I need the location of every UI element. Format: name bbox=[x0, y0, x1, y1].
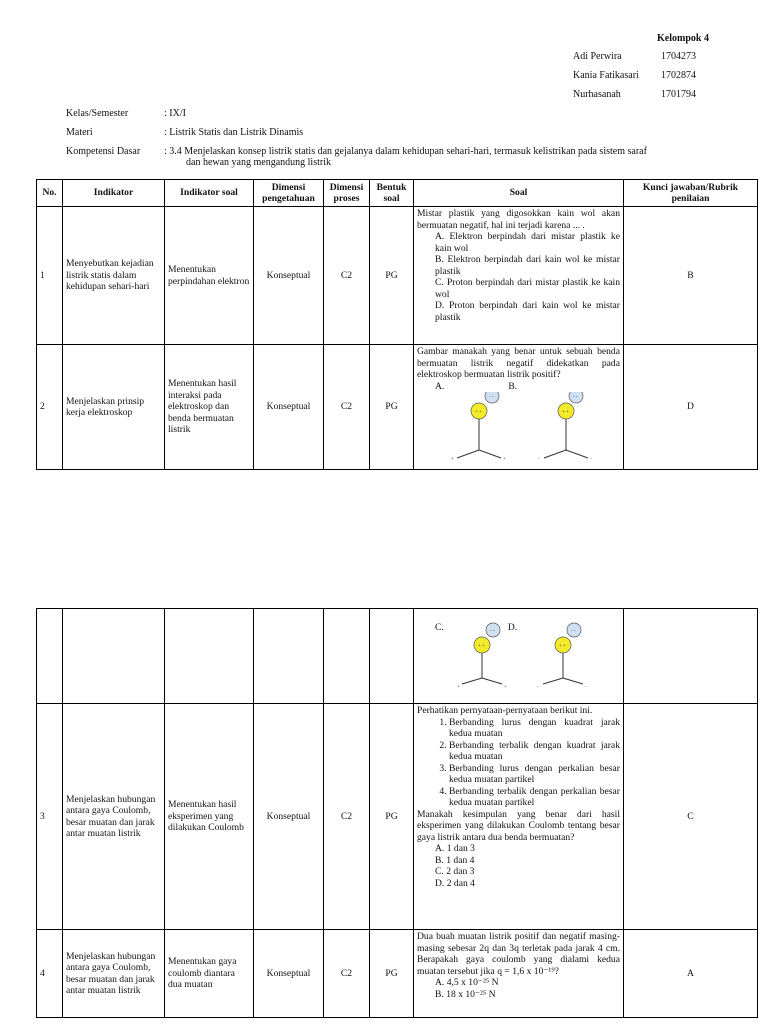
question-cell: C. D. - - + + + + - - + + - - bbox=[414, 609, 624, 704]
svg-text:- -: - - bbox=[490, 628, 495, 634]
col-header: Dimensi proses bbox=[324, 180, 370, 207]
question-cell: Mistar plastik yang digosokkan kain wol akan bermuatan negatif, hal ini terjadi karena ... . A. Elektron berpindah dari mistar plastik ke kain wol B. Elektron berpindah dari kain wol ke mistar plastik C. Proton berpindah dari mistar plastik ke kain wol D. Proton berpindah dari kain wol ke mistar plastik bbox=[414, 207, 624, 345]
electroscope-a bbox=[451, 392, 506, 462]
electroscope-d bbox=[537, 623, 587, 690]
svg-text:+: + bbox=[503, 457, 506, 462]
svg-text:+ +: + + bbox=[562, 410, 569, 415]
col-header: Indikator soal bbox=[165, 180, 254, 207]
indicator-table-page1 bbox=[36, 179, 758, 470]
svg-text:-: - bbox=[538, 457, 540, 462]
col-header: Kunci jawaban/Rubrik penilaian bbox=[624, 180, 758, 207]
meta-row: Kelas/Semester : IX/I bbox=[66, 108, 186, 119]
table-row: 4 Menjelaskan hubungan antara gaya Coulomb, besar muatan dan jarak antar muatan listrik Menentukan gaya coulomb diantara dua muatan Konseptual C2 PG Dua buah muatan listrik positif dan negatif masing-masing sebesar 2q dan 3q terletak pada jarak 4 cm. Berapakah gaya coulomb yang dialami kedua muatan tersebut jika q = 1,6 x 10⁻¹⁹? A. 4,5 x 10⁻²⁵ N B. 18 x 10⁻²⁵ N A bbox=[37, 930, 758, 1018]
svg-text:+ +: + + bbox=[475, 410, 482, 415]
table-header-row bbox=[37, 180, 758, 207]
question-cell: Gambar manakah yang benar untuk sebuah benda bermuatan listrik negatif didekatkan pada elektroskop bermuatan listrik positif? A. B. - - + + + + - - + + - - bbox=[414, 345, 624, 470]
table-row bbox=[37, 609, 758, 704]
group-info bbox=[573, 33, 763, 103]
col-header: Soal bbox=[414, 180, 624, 207]
col-header: Indikator bbox=[63, 180, 165, 207]
answer-key: D bbox=[624, 345, 758, 470]
svg-text:+: + bbox=[504, 684, 507, 690]
svg-text:+ +: + + bbox=[559, 643, 566, 649]
member-row: Nurhasanah 1701794 bbox=[573, 89, 696, 100]
document-meta bbox=[66, 108, 716, 168]
table-row: 1 Menyebutkan kejadian listrik statis dalam kehidupan sehari-hari Menentukan perpindahan elektron Konseptual C2 PG Mistar plastik yang digosokkan kain wol akan bermuatan negatif, hal ini terjadi karena ... . A. Elektron berpindah dari mistar plastik ke kain wol B. Elektron berpindah dari kain wol ke mistar plastik C. Proton berpindah dari mistar plastik ke kain wol D. Proton berpindah dari kain wol ke mistar plastik B bbox=[37, 207, 758, 345]
meta-row: Materi : Listrik Statis dan Listrik Dinamis bbox=[66, 127, 304, 138]
answer-key: A bbox=[624, 930, 758, 1018]
svg-text:- -: - - bbox=[573, 395, 578, 400]
electroscope-c bbox=[457, 623, 507, 690]
answer-key: B bbox=[624, 207, 758, 345]
col-header: Bentuk soal bbox=[370, 180, 414, 207]
electroscope-figure-cd bbox=[417, 622, 621, 690]
member-row: Adi Perwira 1704273 bbox=[573, 51, 696, 62]
col-header: No. bbox=[37, 180, 63, 207]
question-cell: Dua buah muatan listrik positif dan negatif masing-masing sebesar 2q dan 3q terletak pada jarak 4 cm. Berapakah gaya coulomb yang dialami kedua muatan tersebut jika q = 1,6 x 10⁻¹⁹? A. 4,5 x 10⁻²⁵ N B. 18 x 10⁻²⁵ N bbox=[414, 930, 624, 1018]
table-row: 3 Menjelaskan hubungan antara gaya Coulomb, besar muatan dan jarak antar muatan listrik Menentukan hasil eksperimen yang dilakukan Coulomb Konseptual C2 PG Perhatikan pernyataan-pernyataan berikut ini. 1. Berbanding lurus dengan kuadrat jarak kedua muatan 2. Berbanding terbalik dengan kuadrat jarak kedua muatan 3. Berbanding lurus dengan perkalian besar kedua muatan partikel 4. Berbanding terbalik dengan perkalian besar kedua muatan partikel Manakah kesimpulan yang benar dari hasil eksperimen yang dilakukan Coulomb tentang besar gaya listrik antara dua benda bermuatan? A. 1 dan 3 B. 1 dan 4 C. 2 dan 3 D. 2 dan 4 C bbox=[37, 704, 758, 930]
indicator-table-page2 bbox=[36, 608, 758, 1018]
svg-text:+ +: + + bbox=[478, 643, 485, 649]
svg-text:-: - bbox=[590, 457, 592, 462]
svg-text:- -: - - bbox=[571, 628, 576, 634]
electroscope-b bbox=[538, 392, 592, 462]
question-cell: Perhatikan pernyataan-pernyataan berikut ini. 1. Berbanding lurus dengan kuadrat jarak kedua muatan 2. Berbanding terbalik dengan kuadrat jarak kedua muatan 3. Berbanding lurus dengan perkalian besar kedua muatan partikel 4. Berbanding terbalik dengan perkalian besar kedua muatan partikel Manakah kesimpulan yang benar dari hasil eksperimen yang dilakukan Coulomb tentang besar gaya listrik antara dua benda bermuatan? A. 1 dan 3 B. 1 dan 4 C. 2 dan 3 D. 2 dan 4 bbox=[414, 704, 624, 930]
table-row: 2 Menjelaskan prinsip kerja elektroskop Menentukan hasil interaksi pada elektroskop dan benda bermuatan listrik Konseptual C2 PG Gambar manakah yang benar untuk sebuah benda bermuatan listrik negatif didekatkan pada elektroskop bermuatan listrik positif? A. B. - - + + + + - - + + - - D bbox=[37, 345, 758, 470]
meta-row: Kompetensi Dasar : 3.4 Menjelaskan konsep listrik statis dan gejalanya dalam kehidupan sehari-hari, termasuk kelistrikan pada sistem saraf dan hewan yang mengandung listrik bbox=[66, 146, 647, 168]
statement-list: 1. Berbanding lurus dengan kuadrat jarak kedua muatan 2. Berbanding terbalik dengan kuadrat jarak kedua muatan 3. Berbanding lurus dengan perkalian besar kedua muatan partikel 4. Berbanding terbalik dengan perkalian besar kedua muatan partikel bbox=[417, 717, 620, 809]
col-header: Dimensi pengetahuan bbox=[254, 180, 324, 207]
svg-text:+: + bbox=[457, 684, 460, 690]
electroscope-figure-ab bbox=[417, 392, 621, 464]
svg-text:- -: - - bbox=[489, 395, 494, 400]
svg-text:-: - bbox=[585, 684, 587, 690]
svg-text:+: + bbox=[451, 457, 454, 462]
svg-text:-: - bbox=[537, 684, 539, 690]
answer-key: C bbox=[624, 704, 758, 930]
group-title: Kelompok 4 bbox=[657, 33, 709, 44]
member-row: Kania Fatikasari 1702874 bbox=[573, 70, 696, 81]
